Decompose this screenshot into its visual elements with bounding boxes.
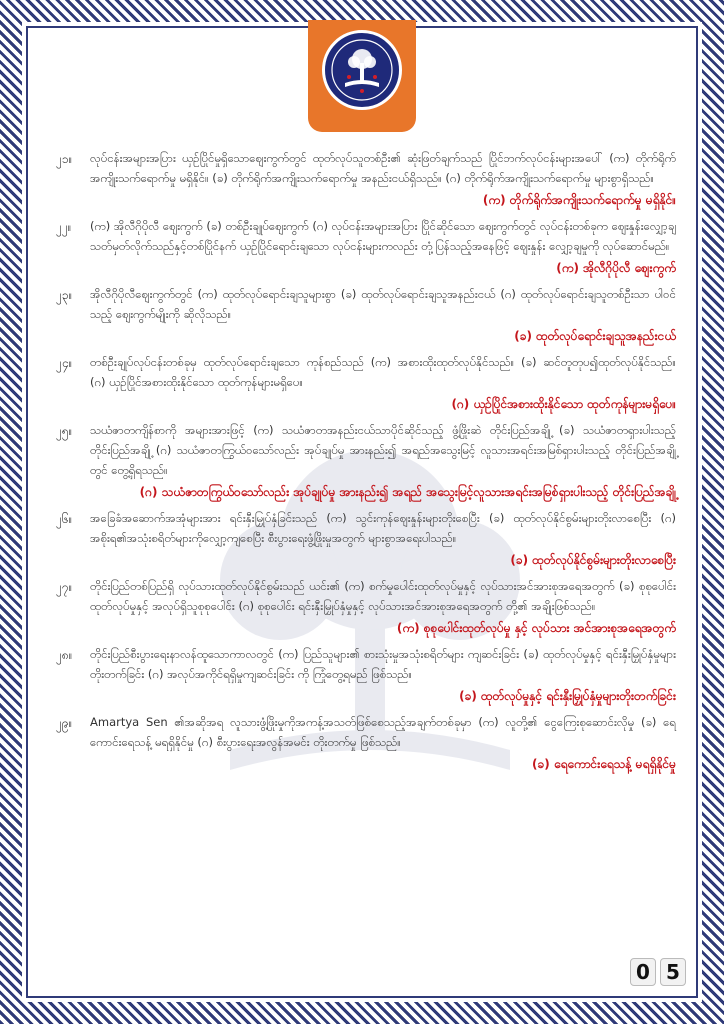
answer-text: (က) အိုလီဂိုပိုလီ ဈေးကွက်: [556, 261, 676, 275]
answer-text: (ဂ) သယံဇာတကြွယ်ဝသော်လည်း အုပ်ချုပ်မှု အားနည်း၍ အရည် အသွေးမြင့်လူသားအရင်းအမြစ်ရှားပါးသည့် တိုင်းပြည်အချို့: [139, 485, 676, 499]
question-text: (က) အိုလီဂိုပိုလီ ဈေးကွက် (ခ) တစ်ဦးချုပ်ဈေးကွက် (ဂ) လုပ်ငန်းအများအပြား ပြိုင်ဆိုင်သော ဈေးကွက်တွင် လုပ်ငန်းတစ်ခုက ဈေးနှုန်းလျှော့ချ သတ်မှတ်လိုက်သည်နှင့်တစ်ပြိုင်နက် ယှဉ်ပြိုင်ရောင်းချသော လုပ်ငန်းများကလည်း တုံ့ပြန်သည့်အနေဖြင့် ဈေးနှုန်း လျှော့ချမှုကို လုပ်ဆောင်မည်။: [90, 219, 676, 253]
question-item: [56, 644, 676, 706]
question-number: ၂၃။: [56, 288, 73, 302]
question-text: အိုလီဂိုပိုလီဈေးကွက်တွင် (က) ထုတ်လုပ်ရောင်းချသူများစွာ (ခ) ထုတ်လုပ်ရောင်းချသူအနည်းငယ် (ဂ) ထုတ်လုပ်ရောင်းချသူတစ်ဦးသာ ပါဝင်သည့် ဈေးကွက်မျိုးကို ဆိုလိုသည်။: [90, 287, 676, 321]
question-list: [56, 148, 676, 780]
answer-text: (က) စုစုပေါင်းထုတ်လုပ်မှု နှင့် လုပ်သား အင်အားစုအရေအတွက်: [396, 621, 676, 635]
question-text: တိုင်းပြည်စီးပွားရေးနာလန်ထူသောကာလတွင် (က) ပြည်သူများ၏ စားသုံးမှုအသုံးစရိတ်များ ကျဆင်းခြင်း (ခ) ထုတ်လုပ်မှုနှင့် ရင်းနှီးမြှုပ်နှံမှုများတိုးတက်ခြင်း (ဂ) အလုပ်အကိုင်ရရှိမှုကျဆင်းခြင်း ကို ကြုံတွေ့ရမည် ဖြစ်သည်။: [90, 647, 676, 681]
answer-text: (က) တိုက်ရိုက်အကျိုးသက်ရောက်မှု မရှိနိုင်။: [482, 193, 676, 207]
answer-text: (ခ) ရေကောင်းရေသန့် မရရှိနိုင်မှု: [532, 757, 676, 771]
question-text: တိုင်းပြည်တစ်ပြည်ရှိ လုပ်သားထုတ်လုပ်နိုင်စွမ်းသည် ယင်း၏ (က) စက်မှုပေါင်းထုတ်လုပ်မှုနှင့် လုပ်သားအင်အားစုအရေအတွက် (ခ) စုစုပေါင်းထုတ်လုပ်မှုနှင့် အလုပ်ရှိသူစုစုပေါင်း (ဂ) စုစုပေါင်း ရင်းနှီးမြှုပ်နှံမှုနှင့် လုပ်သားအင်အားစုအရေအတွက် တို့၏ အချိုးဖြစ်သည်။: [90, 579, 676, 613]
question-number: ၂၈။: [56, 648, 73, 662]
question-number: ၂၂။: [56, 220, 72, 234]
page-number: [630, 958, 686, 986]
question-item: [56, 576, 676, 638]
page-number-digit: 5: [660, 958, 686, 986]
question-item: [56, 352, 676, 414]
question-text: သယံဇာတကျိန်စာကို အများအားဖြင့် (က) သယံဇာတအနည်းငယ်သာပိုင်ဆိုင်သည့် ဖွံ့ဖြိုးဆဲ တိုင်းပြည်အချို့ (ခ) သယံဇာတရှားပါးသည့် တိုင်းပြည်အချို့ (ဂ) သယံဇာတကြွယ်ဝသော်လည်း အုပ်ချုပ်မှု အားနည်း၍ အရည်အသွေးမြင့် လူသားအရင်းအမြစ်ရှားပါးသည့် တိုင်းပြည်အချို့တွင် တွေ့ရှိရသည်။: [90, 423, 676, 477]
question-item: [56, 420, 676, 502]
question-number: ၂၉။: [56, 716, 73, 730]
question-number: ၂၆။: [56, 512, 73, 526]
answer-text: (ဂ) ယှဉ်ပြိုင်အစားထိုးနိုင်သော ထုတ်ကုန်များမရှိပေ။: [451, 397, 676, 411]
question-item: [56, 712, 676, 774]
answer-text: (ခ) ထုတ်လုပ်မှုနှင့် ရင်းနှီးမြှုပ်နှံမှုများတိုးတက်ခြင်း: [459, 689, 676, 703]
question-item: [56, 284, 676, 346]
answer-text: (ခ) ထုတ်လုပ်ရောင်းချသူအနည်းငယ်: [514, 329, 676, 343]
question-text: လုပ်ငန်းအများအပြား ယှဉ်ပြိုင်မှုရှိသောဈေးကွက်တွင် ထုတ်လုပ်သူတစ်ဦး၏ ဆုံးဖြတ်ချက်သည် ပြိုင်ဘက်လုပ်ငန်းများအပေါ် (က) တိုက်ရိုက်အကျိုးသက်ရောက်မှု မရှိနိုင်။ (ခ) တိုက်ရိုက်အကျိုးသက်ရောက်မှု အနည်းငယ်ရှိသည်။ (ဂ) တိုက်ရိုက်အကျိုးသက်ရောက်မှု များစွာရှိသည်။: [90, 151, 676, 185]
question-number: ၂၅။: [56, 424, 73, 438]
question-item: [56, 148, 676, 210]
answer-text: (ခ) ထုတ်လုပ်နိုင်စွမ်းများတိုးလာစေပြီး: [510, 553, 676, 567]
question-number: ၂၁။: [56, 152, 73, 166]
question-text: Amartya Sen ၏အဆိုအရ လူသားဖွံ့ဖြိုးမှုကိုအကန့်အသတ်ဖြစ်စေသည့်အချက်တစ်ခုမှာ (က) လူတို့၏ ငွေကြေးစုဆောင်းလိုမှု (ခ) ရေကောင်းရေသန့် မရရှိနိုင်မှု (ဂ) စီးပွားရေးအလွန်အမင်း တိုးတက်မှု ဖြစ်သည်။: [90, 715, 676, 749]
page-number-digit: 0: [630, 958, 656, 986]
question-number: ၂၄။: [56, 356, 73, 370]
question-text: တစ်ဦးချုပ်လုပ်ငန်းတစ်ခုမှ ထုတ်လုပ်ရောင်းချသော ကုန်စည်သည် (က) အစားထိုးထုတ်လုပ်နိုင်သည်။ (ခ) ဆင်တူတုပ၍ထုတ်လုပ်နိုင်သည်။ (ဂ) ယှဉ်ပြိုင်အစားထိုးနိုင်သော ထုတ်ကုန်များမရှိပေ။: [90, 355, 676, 389]
logo-tab: [308, 20, 416, 132]
logo-emblem-icon: [322, 30, 402, 110]
question-text: အခြေခံအဆောက်အအုံများအား ရင်းနှီးမြှုပ်နှံခြင်းသည် (က) သွင်းကုန်ဈေးနှုန်းများတိုးစေပြီး (ခ) ထုတ်လုပ်နိုင်စွမ်းများတိုးလာစေပြီး (ဂ) အစိုးရ၏အသုံးစရိတ်များကိုလျှော့ကျစေပြီး စီးပွားရေးဖွံ့ဖြိုးမှုအတွက် များစွာအရေးပါသည်။: [90, 511, 676, 545]
question-item: [56, 216, 676, 278]
question-number: ၂၇။: [56, 580, 73, 594]
question-item: [56, 508, 676, 570]
